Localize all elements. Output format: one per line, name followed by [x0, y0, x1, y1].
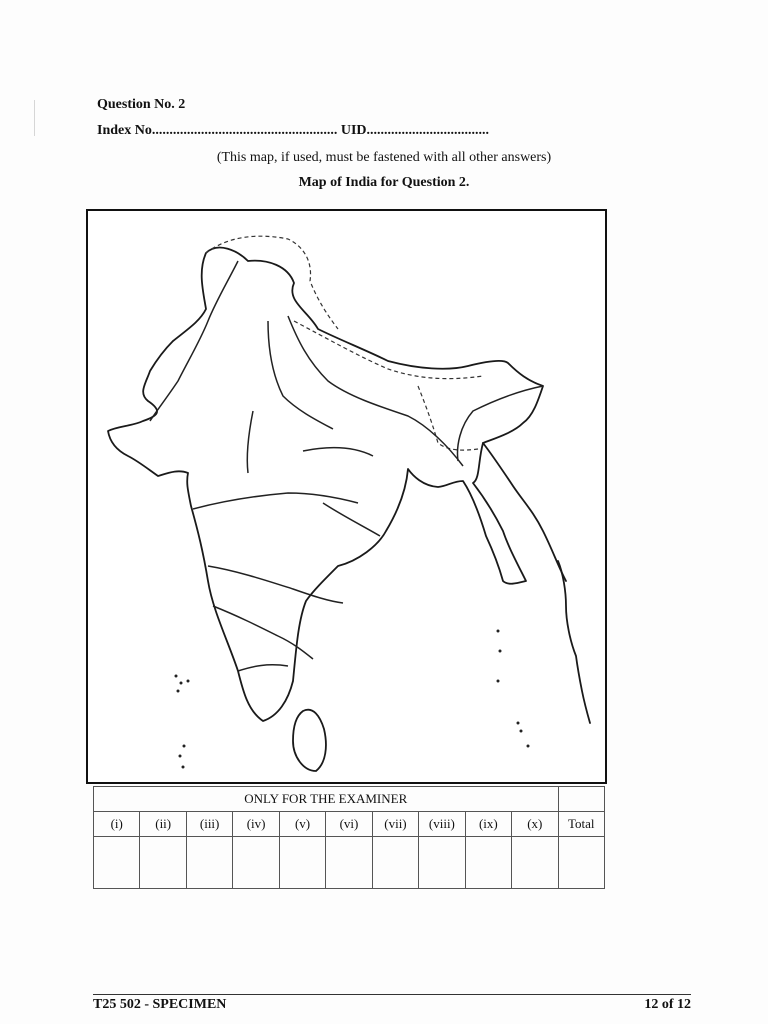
marks-cell[interactable]	[233, 837, 279, 889]
col-vi: (vi)	[326, 812, 372, 837]
nicobar-islands	[497, 630, 530, 748]
fasten-note: (This map, if used, must be fastened with all other answers)	[216, 150, 552, 165]
uid-label: UID	[340, 123, 367, 138]
col-ii: (ii)	[140, 812, 186, 837]
nepal-border	[294, 321, 483, 379]
marks-entry-row	[94, 837, 605, 889]
col-total: Total	[558, 812, 604, 837]
river-chambal	[247, 411, 253, 473]
lakshadweep-islands	[175, 675, 190, 769]
footer-divider	[93, 994, 691, 995]
marks-cell[interactable]	[512, 837, 558, 889]
marks-cell[interactable]	[140, 837, 186, 889]
marks-cell[interactable]	[419, 837, 465, 889]
index-field[interactable]: ....................................................	[155, 123, 338, 138]
col-iii: (iii)	[186, 812, 232, 837]
mainland-outline	[108, 248, 543, 721]
map-frame	[86, 209, 607, 784]
col-ix: (ix)	[465, 812, 511, 837]
col-viii: (viii)	[419, 812, 465, 837]
scan-edge-mark	[34, 100, 35, 136]
uid-field[interactable]: ...................................	[366, 123, 490, 138]
question-number: Question No. 2	[97, 97, 186, 112]
river-mahanadi	[323, 503, 380, 536]
examiner-table	[93, 786, 605, 889]
paper-code: T25 502 - SPECIMEN	[93, 997, 227, 1012]
sri-lanka-outline	[293, 710, 326, 771]
index-uid-line	[97, 123, 489, 139]
river-narmada	[193, 493, 358, 509]
marks-cell[interactable]	[186, 837, 232, 889]
col-vii: (vii)	[372, 812, 418, 837]
col-iv: (iv)	[233, 812, 279, 837]
marks-cell[interactable]	[94, 837, 140, 889]
marks-cell[interactable]	[372, 837, 418, 889]
river-kaveri	[238, 665, 288, 671]
river-godavari	[208, 566, 343, 603]
col-i: (i)	[94, 812, 140, 837]
examiner-heading: ONLY FOR THE EXAMINER	[94, 787, 559, 812]
index-label: Index No.	[97, 123, 156, 138]
andaman-islands	[558, 561, 590, 723]
col-x: (x)	[512, 812, 558, 837]
col-v: (v)	[279, 812, 325, 837]
india-outline-map	[88, 211, 605, 782]
river-ganga	[288, 316, 463, 466]
marks-cell[interactable]	[465, 837, 511, 889]
marks-cell[interactable]	[326, 837, 372, 889]
map-title: Map of India for Question 2.	[298, 175, 470, 190]
question-part-header-row	[94, 812, 605, 837]
examiner-heading-blank	[558, 787, 604, 812]
river-son	[303, 448, 373, 456]
page-number: 12 of 12	[644, 997, 691, 1012]
total-marks-cell[interactable]	[558, 837, 604, 889]
northern-border	[206, 236, 338, 329]
marks-cell[interactable]	[279, 837, 325, 889]
state-border-ne	[418, 386, 478, 450]
river-indus	[150, 261, 238, 421]
